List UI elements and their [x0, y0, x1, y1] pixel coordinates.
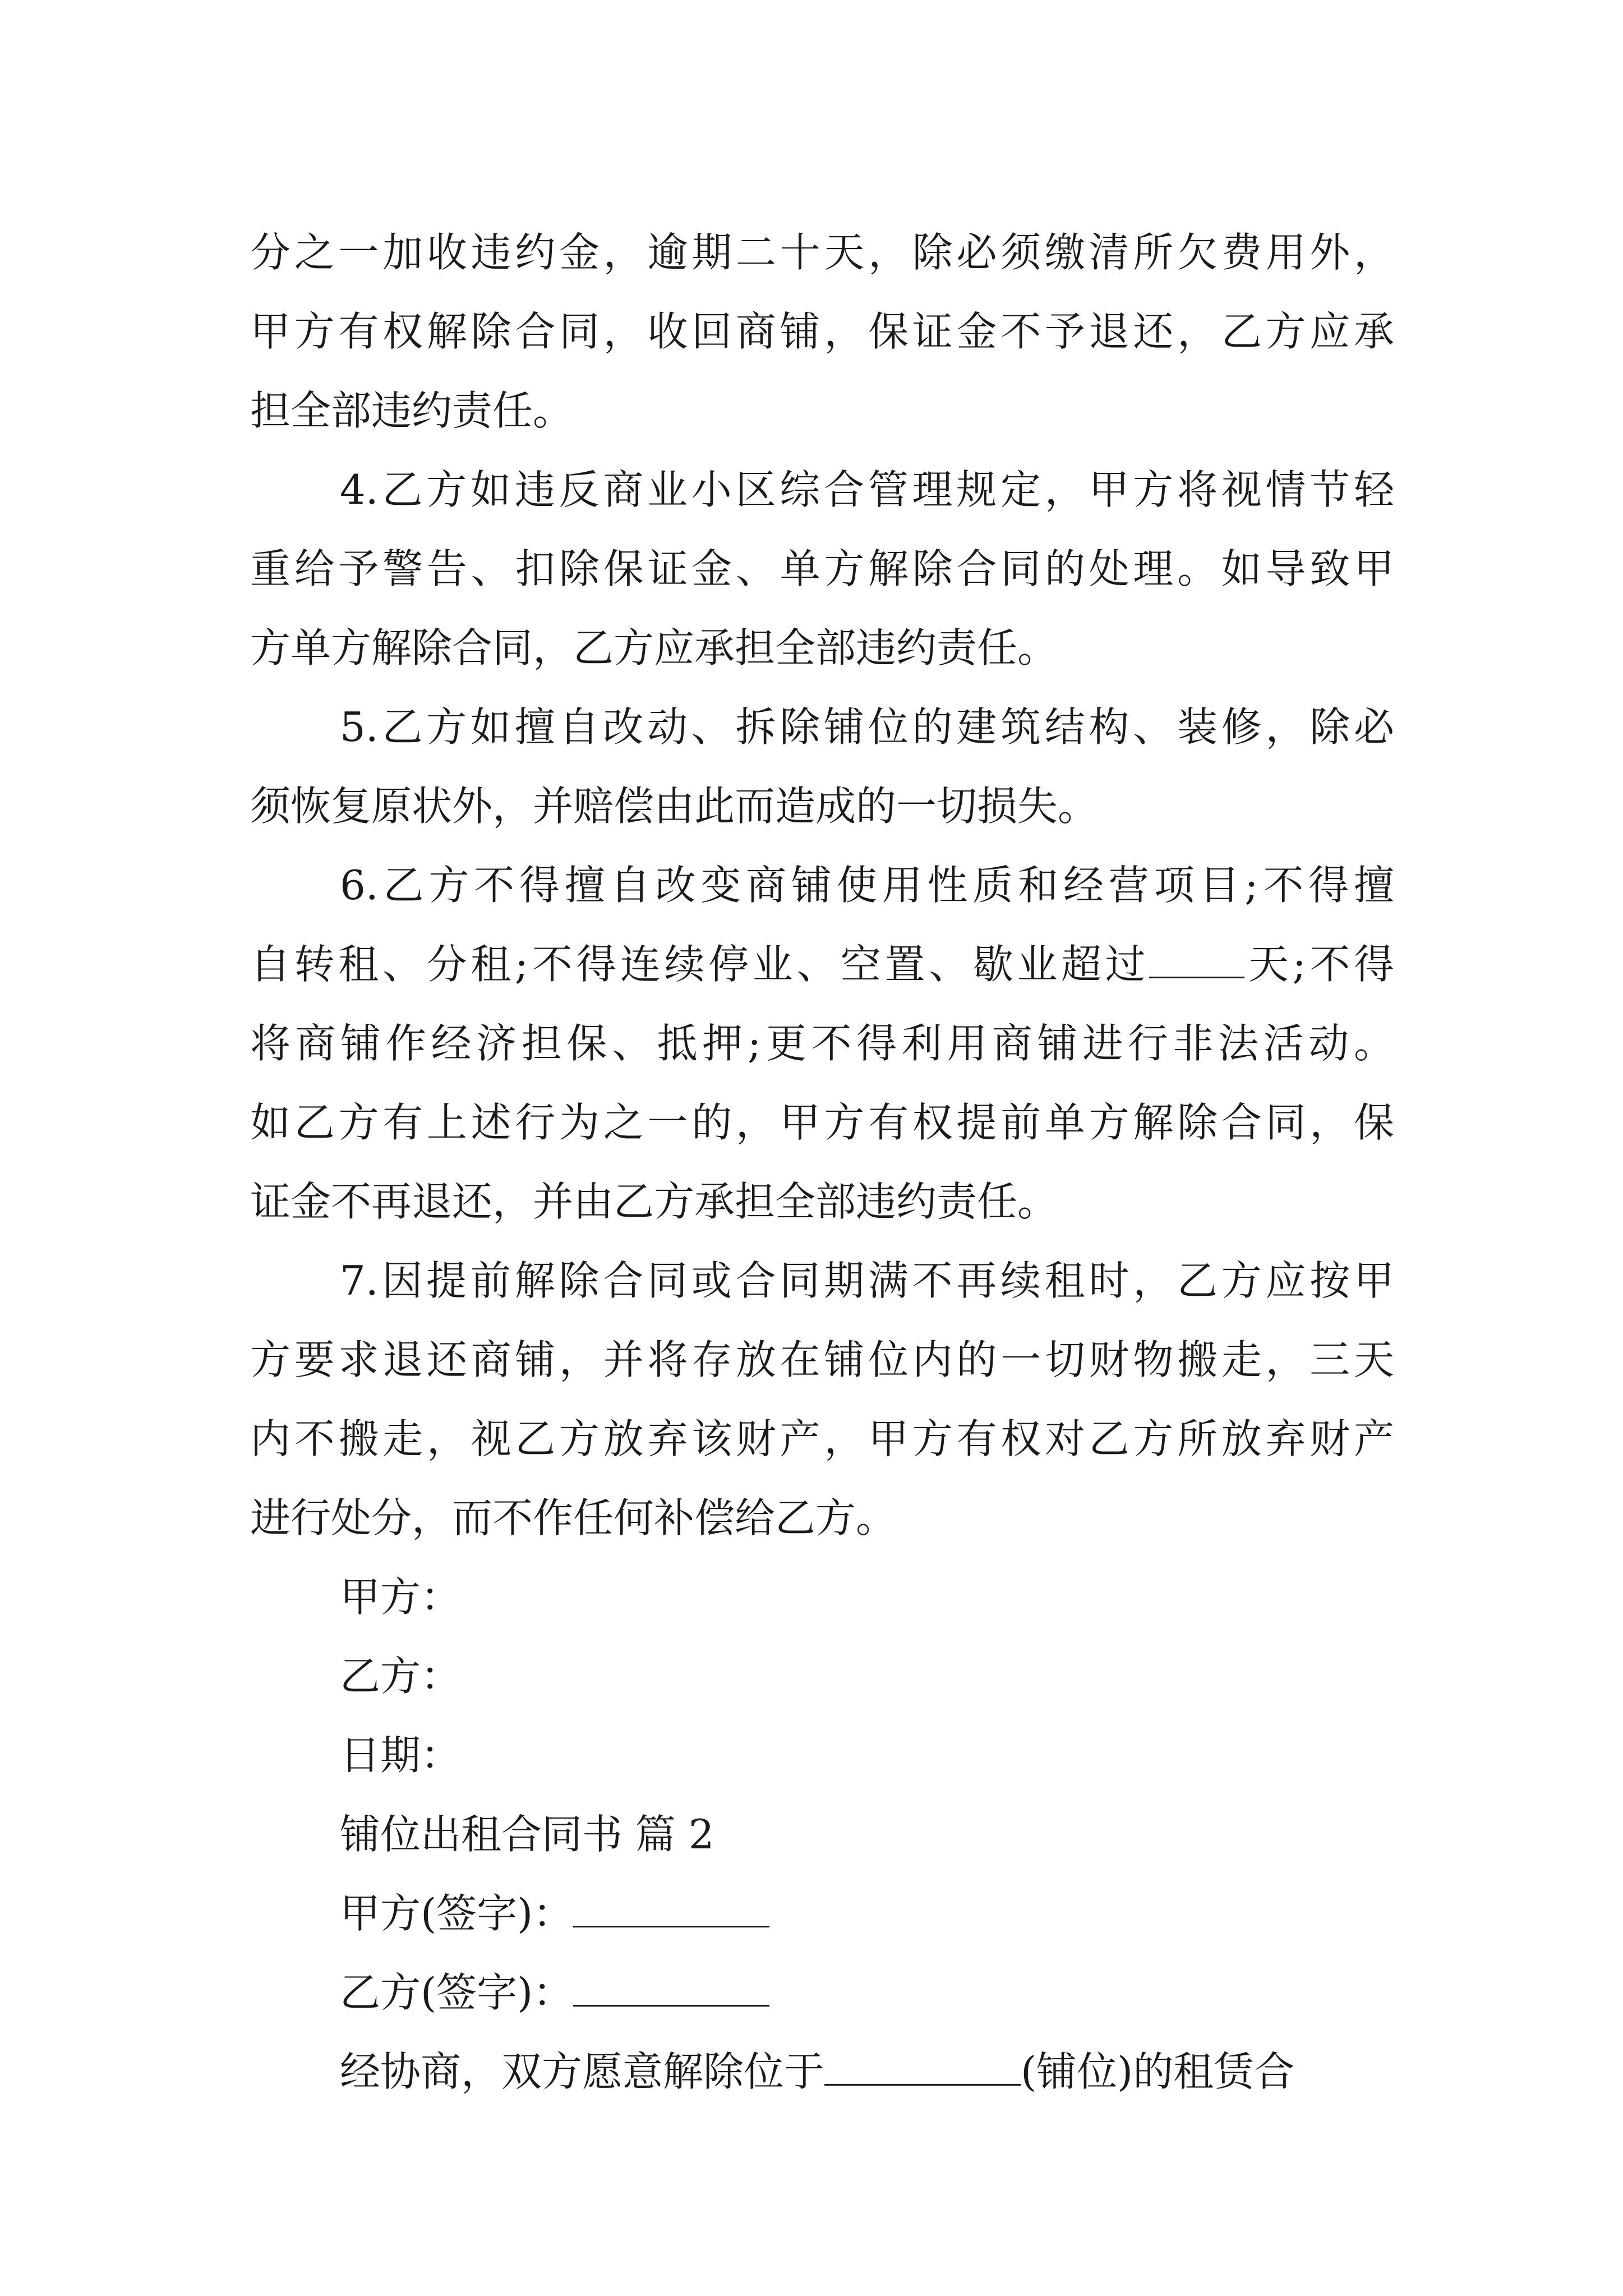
clause-5-line: 5.乙方如擅自改动、拆除铺位的建筑结构、装修，除必	[340, 703, 1394, 751]
text-line-with-blank	[250, 925, 1394, 1004]
text-line: 重给予警告、扣除保证金、单方解除合同的处理。如导致甲	[250, 545, 1394, 592]
text-line: 甲方有权解除合同，收回商铺，保证金不予退还，乙方应承	[250, 308, 1394, 355]
party-a-signature-label: 甲方(签字)：	[340, 1890, 574, 1937]
text-line: 方要求退还商铺，并将存放在铺位内的一切财物搬走，三天	[250, 1336, 1394, 1383]
text-segment: (铺位)的租赁合	[1021, 2048, 1295, 2095]
text-line: 须恢复原状外，并赔偿由此而造成的一切损失。	[250, 783, 1099, 830]
party-a-signature-line	[250, 1874, 1394, 1953]
text-line: 担全部违约责任。	[250, 387, 574, 434]
termination-text-line	[250, 2032, 1394, 2111]
text-line: 分之一加收违约金，逾期二十天，除必须缴清所欠费用外，	[250, 229, 1394, 276]
text-line: 如乙方有上述行为之一的，甲方有权提前单方解除合同，保	[250, 1099, 1394, 1146]
signature-blank	[573, 1968, 769, 2007]
date-label: 日期：	[340, 1732, 462, 1779]
clause-4-line: 4.乙方如违反商业小区综合管理规定，甲方将视情节轻	[340, 466, 1394, 513]
section-title: 铺位出租合同书 篇 2	[340, 1811, 714, 1858]
party-a-label: 甲方：	[340, 1573, 462, 1621]
text-line: 证金不再退还，并由乙方承担全部违约责任。	[250, 1178, 1058, 1225]
fill-in-blank	[824, 2047, 1021, 2086]
text-line: 进行处分，而不作任何补偿给乙方。	[250, 1494, 897, 1542]
text-segment: 经协商，双方愿意解除位于	[340, 2048, 825, 2095]
text-segment: 天;不得	[1244, 941, 1394, 988]
text-line: 方单方解除合同，乙方应承担全部违约责任。	[250, 624, 1058, 671]
document-body	[250, 213, 1394, 2111]
text-line: 将商铺作经济担保、抵押;更不得利用商铺进行非法活动。	[250, 1020, 1394, 1067]
text-line: 内不搬走，视乙方放弃该财产，甲方有权对乙方所放弃财产	[250, 1415, 1394, 1462]
party-b-label: 乙方：	[340, 1653, 462, 1700]
text-segment: 自转租、分租;不得连续停业、空置、歇业超过	[250, 941, 1150, 988]
signature-blank	[573, 1889, 769, 1927]
clause-7-line: 7.因提前解除合同或合同期满不再续租时，乙方应按甲	[340, 1257, 1394, 1304]
clause-6-line: 6.乙方不得擅自改变商铺使用性质和经营项目;不得擅	[340, 862, 1394, 909]
fill-in-blank	[1149, 940, 1244, 978]
party-b-signature-line	[250, 1953, 1394, 2032]
party-b-signature-label: 乙方(签字)：	[340, 1969, 574, 2016]
